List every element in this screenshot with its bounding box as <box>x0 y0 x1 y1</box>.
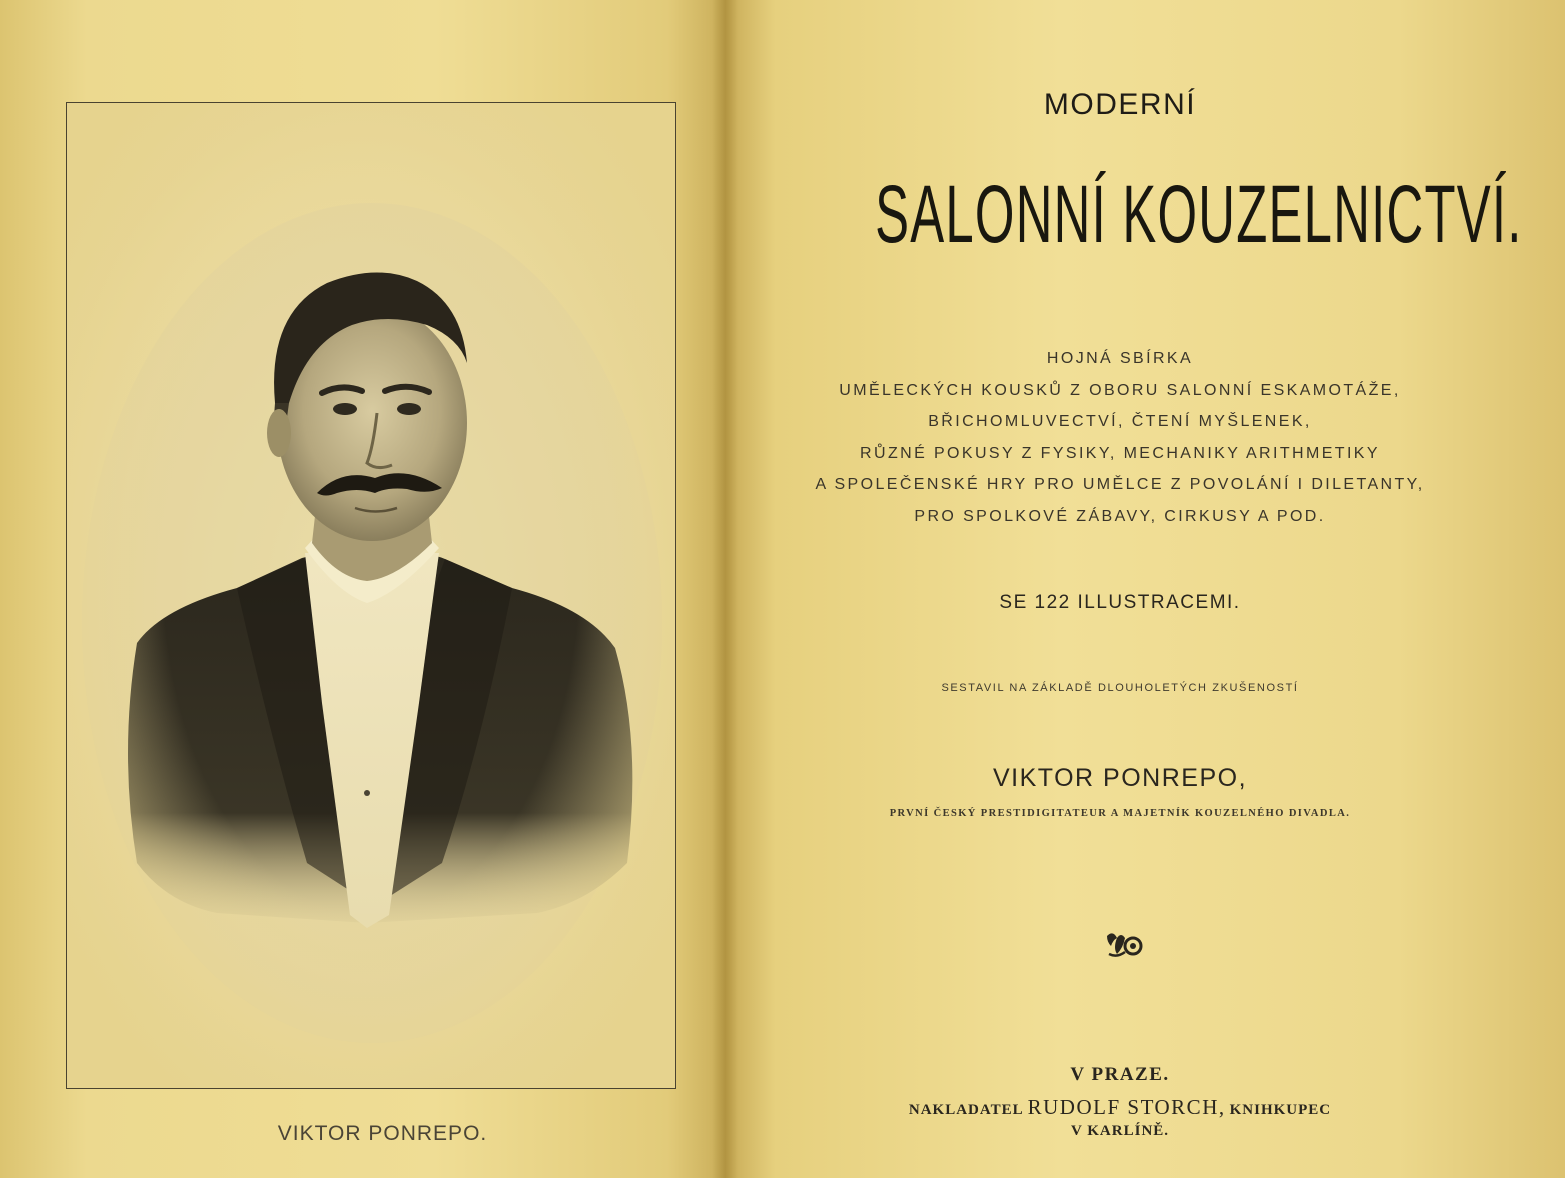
portrait-image <box>67 103 675 1088</box>
book-gutter <box>712 0 738 1178</box>
publication-place: V PRAZE. <box>1070 1064 1170 1085</box>
fleuron-ornament-icon <box>1103 928 1145 962</box>
subtitle-line: HOJNÁ SBÍRKA <box>1046 350 1194 367</box>
plate-engraver-mark <box>107 1063 177 1079</box>
publisher-line <box>725 1095 1515 1120</box>
compiled-by-note: SESTAVIL NA ZÁKLADĚ DLOUHOLETÝCH ZKUŠENOSTÍ <box>941 682 1299 694</box>
subtitle-line: A SPOLEČENSKÉ HRY PRO UMĚLCE Z POVOLÁNÍ I DILETANTY, <box>815 476 1425 493</box>
publisher-city: V KARLÍNĚ. <box>1070 1123 1170 1139</box>
main-title: SALONNÍ KOUZELNICTVÍ. <box>875 169 1523 260</box>
subtitle-line: UMĚLECKÝCH KOUSKŮ Z OBORU SALONNÍ ESKAMOTÁŽE, <box>839 381 1401 399</box>
author-name: VIKTOR PONREPO, <box>992 764 1248 792</box>
title-prefix: MODERNÍ <box>1043 88 1197 121</box>
subtitle-line: RŮZNÉ POKUSY Z FYSIKY, MECHANIKY ARITHMETIKY <box>860 444 1380 462</box>
illustrations-note: SE 122 ILLUSTRACEMI. <box>999 592 1241 613</box>
author-description: PRVNÍ ČESKÝ PRESTIDIGITATEUR A MAJETNÍK KOUZELNÉHO DIVADLA. <box>889 808 1351 819</box>
subtitle-line: BŘICHOMLUVECTVÍ, ČTENÍ MYŠLENEK, <box>928 413 1312 430</box>
portrait-caption: VIKTOR PONREPO. <box>277 1122 488 1145</box>
publisher-suffix: KNIHKUPEC <box>1229 1102 1332 1118</box>
publisher-prefix: NAKLADATEL <box>908 1102 1024 1118</box>
portrait-plate <box>66 102 676 1089</box>
publisher-name: RUDOLF STORCH, <box>1027 1095 1226 1119</box>
subtitle-line: PRO SPOLKOVÉ ZÁBAVY, CIRKUSY A POD. <box>914 507 1326 525</box>
subtitle-block <box>725 343 1515 532</box>
